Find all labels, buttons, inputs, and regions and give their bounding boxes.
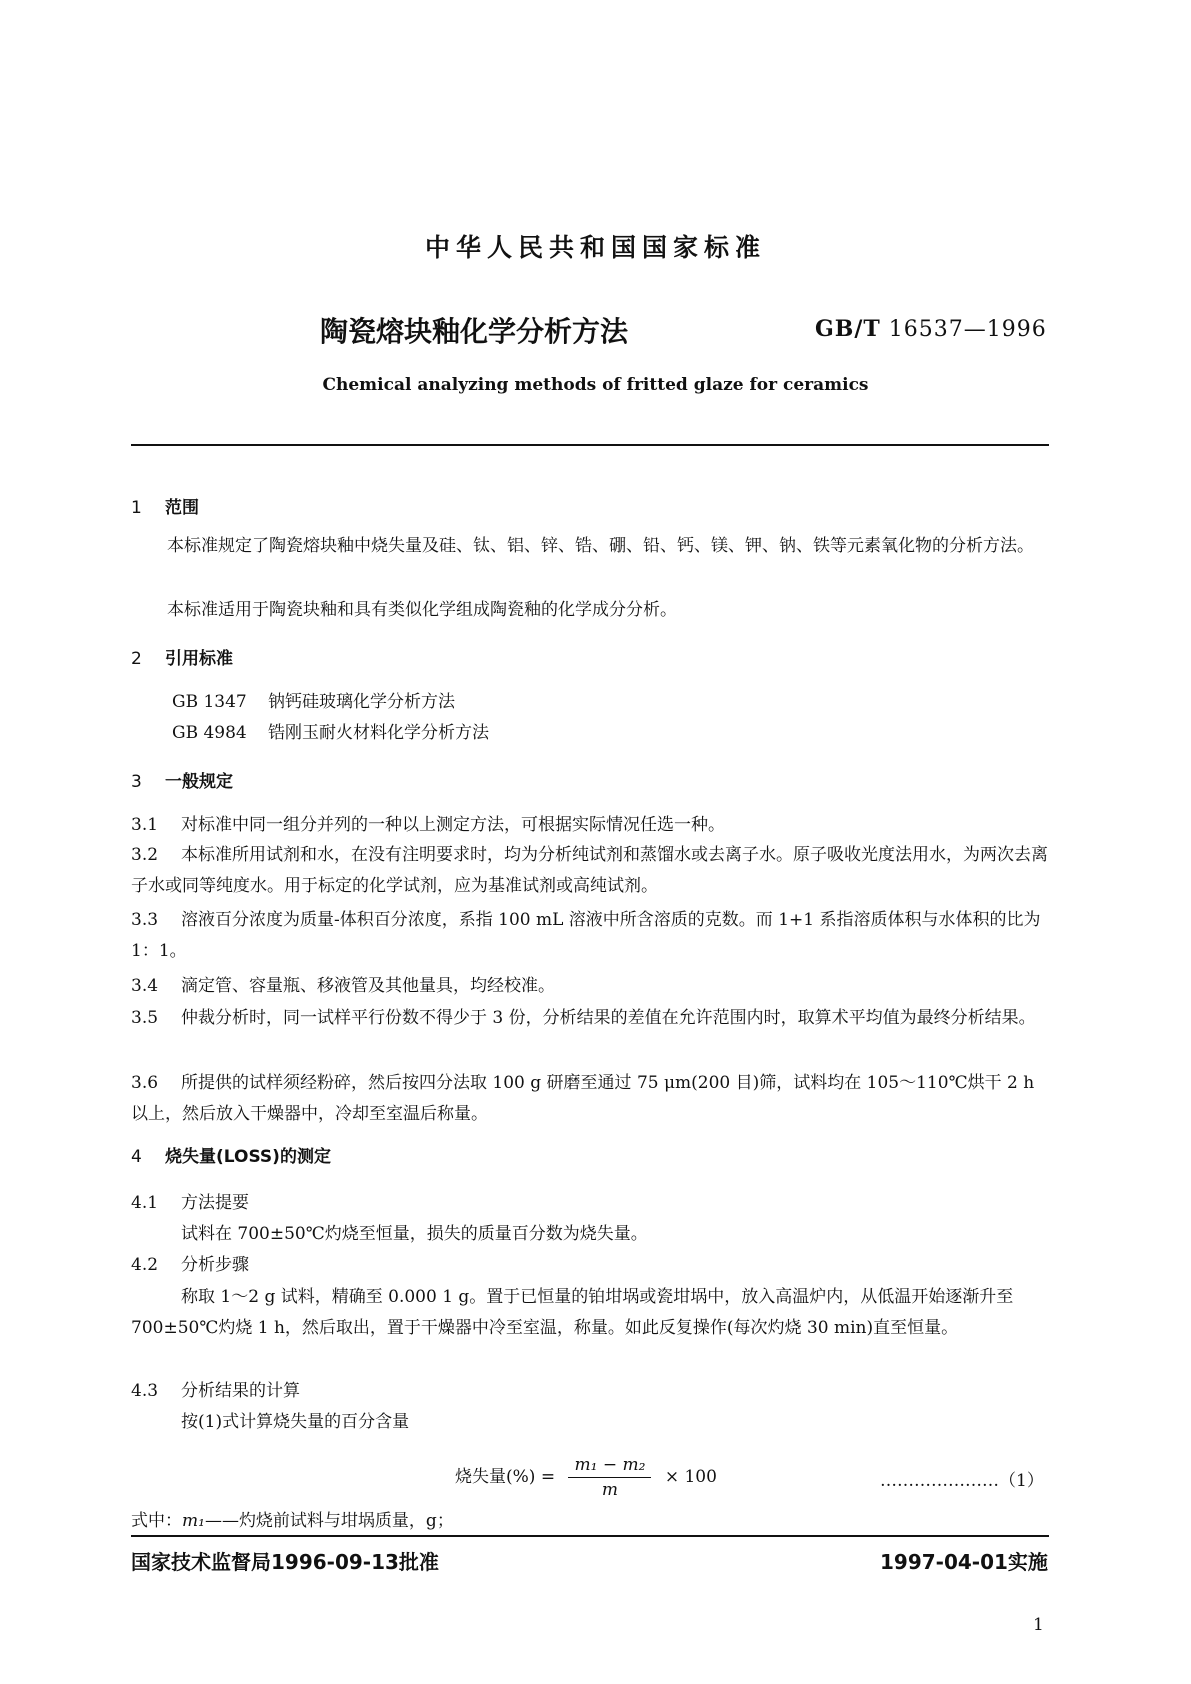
clause-text: 所提供的试样须经粉碎，然后按四分法取 100 g 研磨至通过 75 μm(200 目)筛，试料均在 105～110℃烘干 2 h 以上，然后放入干燥器中，冷却至室温后称量。 [131, 1073, 1035, 1124]
section-3-heading [131, 767, 233, 792]
clause-number: 3.2 [131, 845, 159, 865]
national-standard-heading: 中华人民共和国国家标准 [424, 233, 766, 262]
clause-4-1-heading [131, 1188, 249, 1213]
section-title: 引用标准 [165, 649, 233, 669]
clause-number: 4.1 [131, 1193, 159, 1213]
section-number: 3 [131, 772, 142, 792]
clause-4-1-text: 试料在 700±50℃灼烧至恒量，损失的质量百分数为烧失量。 [181, 1224, 648, 1244]
clause-title: 分析步骤 [181, 1255, 249, 1275]
formula-numerator: m₁ − m₂ [568, 1455, 651, 1478]
standard-number [815, 316, 1047, 342]
clause-text: 本标准所用试剂和水，在没有注明要求时，均为分析纯试剂和蒸馏水或去离子水。原子吸收光度法用水，为两次去离子水或同等纯度水。用于标定的化学试剂，应为基准试剂或高纯试剂。 [131, 845, 1048, 896]
clause-title: 方法提要 [181, 1193, 249, 1213]
header-divider [131, 444, 1049, 446]
section-2-heading [131, 644, 233, 669]
clause-number: 3.3 [131, 910, 159, 930]
where-variable: m₁ [182, 1511, 205, 1531]
section-title: 范围 [165, 498, 199, 518]
section-number: 4 [131, 1147, 142, 1167]
document-title-cn: 陶瓷熔块釉化学分析方法 [320, 315, 629, 348]
clause-text: 对标准中同一组分并列的一种以上测定方法，可根据实际情况任选一种。 [181, 815, 725, 835]
standard-prefix: GB/T [815, 316, 881, 342]
section-title: 一般规定 [165, 772, 233, 792]
clause-text: 滴定管、容量瓶、移液管及其他量具，均经校准。 [181, 976, 555, 996]
formula-rhs: × 100 [664, 1467, 717, 1487]
clause-4-3-heading [131, 1376, 300, 1401]
clause-3-4 [131, 971, 555, 996]
formula-where-line [131, 1506, 454, 1531]
clause-title: 分析结果的计算 [181, 1381, 300, 1401]
section-1-paragraph-1: 本标准规定了陶瓷熔块釉中烧失量及硅、钛、铝、锌、锆、硼、铅、钙、镁、钾、钠、铁等元素氧化物的分析方法。 [167, 536, 1034, 556]
where-description: ——灼烧前试料与坩埚质量，g； [204, 1511, 454, 1531]
section-number: 2 [131, 649, 142, 669]
reference-item [172, 718, 489, 743]
clause-3-3 [131, 905, 1049, 967]
page-number: 1 [1033, 1615, 1044, 1635]
standard-code: 16537—1996 [888, 317, 1047, 342]
clause-3-2 [131, 840, 1049, 902]
equation-label: …………………（1） [880, 1471, 1044, 1491]
formula-denominator: m [601, 1480, 618, 1500]
where-label: 式中： [131, 1511, 182, 1531]
formula-lhs: 烧失量(%) = [455, 1467, 556, 1487]
document-title-en: Chemical analyzing methods of fritted glaze for ceramics [322, 375, 869, 395]
clause-3-6 [131, 1068, 1049, 1130]
section-title: 烧失量(LOSS)的测定 [165, 1147, 331, 1167]
clause-4-2-text: 称取 1～2 g 试料，精确至 0.000 1 g。置于已恒量的铂坩埚或瓷坩埚中，放入高温炉内，从低温开始逐渐升至 700±50℃灼烧 1 h，然后取出，置于干燥器中冷至室温，称量。如此反复操作(每次灼烧 30 min)直至恒量。 [131, 1287, 1014, 1338]
reference-code: GB 1347 [172, 692, 247, 712]
approval-date: 国家技术监督局1996-09-13批准 [131, 1550, 439, 1574]
clause-3-1 [131, 810, 725, 835]
clause-number: 3.1 [131, 815, 159, 835]
clause-number: 3.6 [131, 1073, 159, 1093]
clause-text: 仲裁分析时，同一试样平行份数不得少于 3 份，分析结果的差值在允许范围内时，取算术平均值为最终分析结果。 [181, 1008, 1036, 1028]
clause-number: 3.4 [131, 976, 159, 996]
effective-date: 1997-04-01实施 [880, 1550, 1048, 1574]
reference-title: 钠钙硅玻璃化学分析方法 [268, 692, 455, 712]
clause-3-5 [131, 1003, 1049, 1034]
formula-fraction [568, 1455, 651, 1500]
footer-divider [131, 1535, 1049, 1537]
section-1-heading [131, 493, 199, 518]
reference-title: 锆刚玉耐火材料化学分析方法 [268, 723, 489, 743]
section-4-heading [131, 1142, 331, 1167]
clause-4-3-text: 按(1)式计算烧失量的百分含量 [181, 1412, 410, 1432]
clause-number: 4.3 [131, 1381, 159, 1401]
loss-formula [455, 1455, 717, 1500]
reference-item [172, 687, 455, 712]
section-1-paragraph-2: 本标准适用于陶瓷块釉和具有类似化学组成陶瓷釉的化学成分分析。 [167, 600, 677, 620]
clause-number: 3.5 [131, 1008, 159, 1028]
clause-number: 4.2 [131, 1255, 159, 1275]
clause-4-2-heading [131, 1250, 249, 1275]
reference-code: GB 4984 [172, 723, 247, 743]
clause-text: 溶液百分浓度为质量-体积百分浓度，系指 100 mL 溶液中所含溶质的克数。而 1+1 系指溶质体积与水体积的比为 1：1。 [131, 910, 1041, 961]
section-number: 1 [131, 498, 142, 518]
